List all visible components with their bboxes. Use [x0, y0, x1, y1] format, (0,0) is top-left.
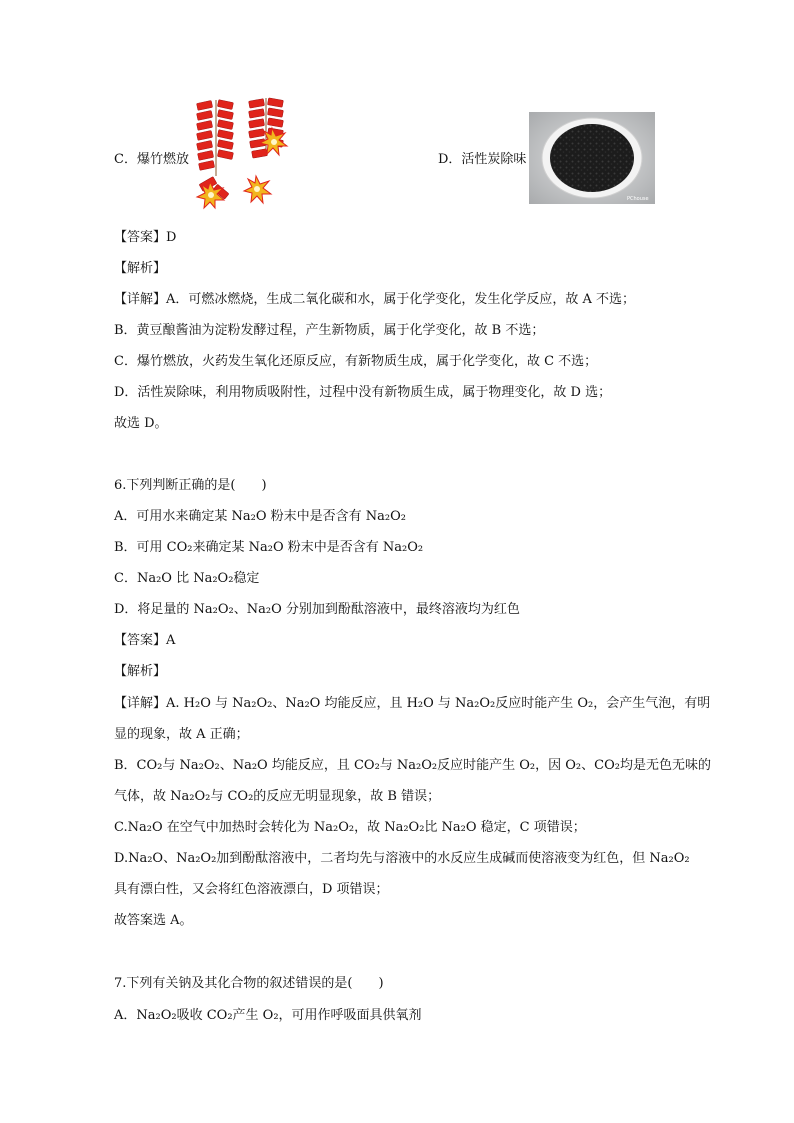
q6-detail-d-line2: 具有漂白性，又会将红色溶液漂白，D 项错误； [114, 882, 389, 897]
q6-option-d: D．将足量的 Na₂O₂、Na₂O 分别加到酚酞溶液中，最终溶液均为红色 [114, 602, 520, 617]
image-watermark: PChouse [627, 196, 649, 202]
q6-answer: 【答案】A [114, 633, 176, 648]
q5-detail-b: B．黄豆酿酱油为淀粉发酵过程，产生新物质，属于化学变化，故 B 不选； [114, 323, 545, 338]
q5-detail-a: 【详解】A．可燃冰燃烧，生成二氧化碳和水，属于化学变化，发生化学反应，故 A 不选； [114, 292, 636, 307]
option-d-label: D．活性炭除味 [438, 152, 527, 167]
q6-option-c: C．Na₂O 比 Na₂O₂稳定 [114, 571, 260, 586]
option-c-label: C．爆竹燃放 [114, 152, 189, 167]
firecracker-image [194, 96, 296, 214]
q5-conclusion: 故选 D。 [114, 416, 168, 431]
q6-detail-b-line1: B．CO₂与 Na₂O₂、Na₂O 均能反应，且 CO₂与 Na₂O₂反应时能产生 O₂，因 O₂、CO₂均是无色无味的 [114, 758, 711, 773]
q5-answer: 【答案】D [114, 230, 177, 245]
q6-conclusion: 故答案选 A。 [114, 913, 193, 928]
activated-carbon-image [529, 112, 655, 204]
option-row-c-d [0, 96, 794, 208]
q7-stem: 7.下列有关钠及其化合物的叙述错误的是( ) [114, 976, 384, 991]
q6-stem: 6.下列判断正确的是( ) [114, 478, 267, 493]
q6-option-a: A．可用水来确定某 Na₂O 粉末中是否含有 Na₂O₂ [114, 509, 406, 524]
q6-detail-a-line2: 显的现象，故 A 正确； [114, 727, 249, 742]
q6-option-b: B．可用 CO₂来确定某 Na₂O 粉末中是否含有 Na₂O₂ [114, 540, 424, 555]
q6-detail-b-line2: 气体，故 Na₂O₂与 CO₂的反应无明显现象，故 B 错误； [114, 789, 441, 804]
q5-analysis-heading: 【解析】 [114, 261, 167, 276]
q6-analysis-heading: 【解析】 [114, 664, 167, 679]
q6-detail-c: C.Na₂O 在空气中加热时会转化为 Na₂O₂，故 Na₂O₂比 Na₂O 稳定，C 项错误； [114, 820, 586, 835]
q7-option-a: A．Na₂O₂吸收 CO₂产生 O₂，可用作呼吸面具供氧剂 [114, 1008, 422, 1023]
q5-detail-c: C．爆竹燃放，火药发生氧化还原反应，有新物质生成，属于化学变化，故 C 不选； [114, 354, 598, 369]
q6-detail-a-line1: 【详解】A. H₂O 与 Na₂O₂、Na₂O 均能反应，且 H₂O 与 Na₂O₂反应时能产生 O₂，会产生气泡，有明 [114, 696, 711, 711]
q5-detail-d: D．活性炭除味，利用物质吸附性，过程中没有新物质生成，属于物理变化，故 D 选； [114, 385, 612, 400]
q6-detail-d-line1: D.Na₂O、Na₂O₂加到酚酞溶液中，二者均先与溶液中的水反应生成碱而使溶液变为红色，但 Na₂O₂ [114, 851, 690, 866]
